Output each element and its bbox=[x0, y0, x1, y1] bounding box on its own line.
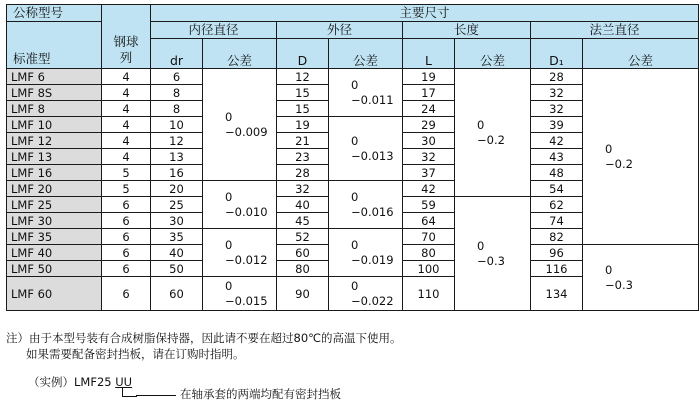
header-standard: 标准型 bbox=[7, 22, 102, 69]
D-tolerance: 0 −0.022 bbox=[329, 277, 403, 311]
D-tolerance: 0 −0.011 bbox=[329, 69, 403, 117]
model-cell: LMF 60 bbox=[7, 277, 102, 311]
balls-cell: 6 bbox=[102, 261, 151, 277]
model-cell: LMF 25 bbox=[7, 197, 102, 213]
D-cell: 52 bbox=[277, 229, 329, 245]
dr-tolerance: 0 −0.010 bbox=[203, 181, 277, 229]
model-cell: LMF 8 bbox=[7, 101, 102, 117]
dr-cell: 8 bbox=[151, 85, 203, 101]
example-explanation: 在轴承套的两端均配有密封挡板 bbox=[180, 387, 341, 401]
header-D: D bbox=[277, 39, 329, 69]
balls-cell: 6 bbox=[102, 245, 151, 261]
L-tolerance: 0 −0.3 bbox=[455, 197, 531, 311]
model-cell: LMF 35 bbox=[7, 229, 102, 245]
header-L: L bbox=[403, 39, 455, 69]
balls-cell: 6 bbox=[102, 197, 151, 213]
D-cell: 60 bbox=[277, 245, 329, 261]
D1-cell: 42 bbox=[531, 133, 583, 149]
D-cell: 28 bbox=[277, 165, 329, 181]
dr-cell: 60 bbox=[151, 277, 203, 311]
model-cell: LMF 40 bbox=[7, 245, 102, 261]
header-length: 长度 bbox=[403, 22, 531, 39]
model-cell: LMF 30 bbox=[7, 213, 102, 229]
L-cell: 80 bbox=[403, 245, 455, 261]
D1-cell: 116 bbox=[531, 261, 583, 277]
model-cell: LMF 50 bbox=[7, 261, 102, 277]
spec-table bbox=[6, 4, 699, 311]
header-D1-tol: 公差 bbox=[583, 39, 699, 69]
D1-cell: 28 bbox=[531, 69, 583, 85]
header-L-tol: 公差 bbox=[455, 39, 531, 69]
balls-cell: 4 bbox=[102, 133, 151, 149]
header-balls: 钢球 列 bbox=[102, 5, 151, 69]
D1-cell: 39 bbox=[531, 117, 583, 133]
L-cell: 42 bbox=[403, 181, 455, 197]
D1-cell: 32 bbox=[531, 85, 583, 101]
example-pointer bbox=[122, 388, 137, 397]
note-line-2: 如果需要配备密封挡板，请在订购时指明。 bbox=[26, 347, 245, 361]
D1-cell: 32 bbox=[531, 101, 583, 117]
D-cell: 90 bbox=[277, 277, 329, 311]
D-cell: 21 bbox=[277, 133, 329, 149]
D-cell: 19 bbox=[277, 117, 329, 133]
L-cell: 37 bbox=[403, 165, 455, 181]
header-main-dims: 主要尺寸 bbox=[151, 5, 699, 22]
dr-cell: 10 bbox=[151, 117, 203, 133]
D-tolerance: 0 −0.013 bbox=[329, 117, 403, 181]
note-line-1: 注）由于本型号装有合成树脂保持器，因此请不要在超过80℃的高温下使用。 bbox=[6, 331, 402, 345]
L-tolerance: 0 −0.2 bbox=[455, 69, 531, 197]
dr-cell: 50 bbox=[151, 261, 203, 277]
D1-cell: 74 bbox=[531, 213, 583, 229]
header-outer-dia: 外径 bbox=[277, 22, 403, 39]
balls-cell: 4 bbox=[102, 117, 151, 133]
L-cell: 30 bbox=[403, 133, 455, 149]
D1-cell: 43 bbox=[531, 149, 583, 165]
L-cell: 29 bbox=[403, 117, 455, 133]
header-nominal: 公称型号 bbox=[7, 5, 102, 22]
example-pointer-line bbox=[136, 395, 176, 396]
model-cell: LMF 13 bbox=[7, 149, 102, 165]
example bbox=[28, 374, 132, 390]
model-cell: LMF 8S bbox=[7, 85, 102, 101]
header-D1: D₁ bbox=[531, 39, 583, 69]
L-cell: 64 bbox=[403, 213, 455, 229]
spec-table-wrapper bbox=[6, 4, 698, 311]
balls-cell: 4 bbox=[102, 69, 151, 85]
model-cell: LMF 6 bbox=[7, 69, 102, 85]
header-flange-dia: 法兰直径 bbox=[531, 22, 699, 39]
D-cell: 15 bbox=[277, 101, 329, 117]
L-cell: 19 bbox=[403, 69, 455, 85]
L-cell: 59 bbox=[403, 197, 455, 213]
L-cell: 110 bbox=[403, 277, 455, 311]
notes bbox=[6, 330, 402, 362]
dr-tolerance: 0 −0.015 bbox=[203, 277, 277, 311]
dr-tolerance: 0 −0.012 bbox=[203, 229, 277, 277]
D1-tolerance: 0 −0.3 bbox=[583, 245, 699, 311]
D-tolerance: 0 −0.019 bbox=[329, 229, 403, 277]
D-tolerance: 0 −0.016 bbox=[329, 181, 403, 229]
L-cell: 32 bbox=[403, 149, 455, 165]
dr-cell: 25 bbox=[151, 197, 203, 213]
example-suffix: UU bbox=[115, 375, 133, 389]
dr-cell: 8 bbox=[151, 101, 203, 117]
D1-cell: 54 bbox=[531, 181, 583, 197]
balls-cell: 6 bbox=[102, 277, 151, 311]
L-cell: 70 bbox=[403, 229, 455, 245]
D-cell: 15 bbox=[277, 85, 329, 101]
header-inner-dia: 内径直径 bbox=[151, 22, 277, 39]
balls-cell: 5 bbox=[102, 165, 151, 181]
balls-cell: 5 bbox=[102, 181, 151, 197]
L-cell: 100 bbox=[403, 261, 455, 277]
D-cell: 23 bbox=[277, 149, 329, 165]
model-cell: LMF 12 bbox=[7, 133, 102, 149]
D-cell: 45 bbox=[277, 213, 329, 229]
balls-cell: 6 bbox=[102, 213, 151, 229]
dr-cell: 35 bbox=[151, 229, 203, 245]
D1-cell: 82 bbox=[531, 229, 583, 245]
D1-cell: 96 bbox=[531, 245, 583, 261]
D-cell: 40 bbox=[277, 197, 329, 213]
example-prefix: （实例）LMF25 bbox=[28, 375, 116, 389]
balls-cell: 6 bbox=[102, 229, 151, 245]
D-cell: 80 bbox=[277, 261, 329, 277]
model-cell: LMF 16 bbox=[7, 165, 102, 181]
dr-cell: 6 bbox=[151, 69, 203, 85]
table-row bbox=[7, 69, 699, 85]
D-cell: 32 bbox=[277, 181, 329, 197]
model-cell: LMF 20 bbox=[7, 181, 102, 197]
dr-cell: 16 bbox=[151, 165, 203, 181]
dr-cell: 13 bbox=[151, 149, 203, 165]
dr-tolerance: 0 −0.009 bbox=[203, 69, 277, 181]
D1-cell: 62 bbox=[531, 197, 583, 213]
model-cell: LMF 10 bbox=[7, 117, 102, 133]
D-cell: 12 bbox=[277, 69, 329, 85]
header-D-tol: 公差 bbox=[329, 39, 403, 69]
dr-cell: 40 bbox=[151, 245, 203, 261]
header-dr-tol: 公差 bbox=[203, 39, 277, 69]
D1-tolerance: 0 −0.2 bbox=[583, 69, 699, 245]
L-cell: 24 bbox=[403, 101, 455, 117]
header-dr: dr bbox=[151, 39, 203, 69]
D1-cell: 134 bbox=[531, 277, 583, 311]
balls-cell: 4 bbox=[102, 149, 151, 165]
L-cell: 17 bbox=[403, 85, 455, 101]
D1-cell: 48 bbox=[531, 165, 583, 181]
dr-cell: 12 bbox=[151, 133, 203, 149]
dr-cell: 30 bbox=[151, 213, 203, 229]
dr-cell: 20 bbox=[151, 181, 203, 197]
balls-cell: 4 bbox=[102, 85, 151, 101]
balls-cell: 4 bbox=[102, 101, 151, 117]
